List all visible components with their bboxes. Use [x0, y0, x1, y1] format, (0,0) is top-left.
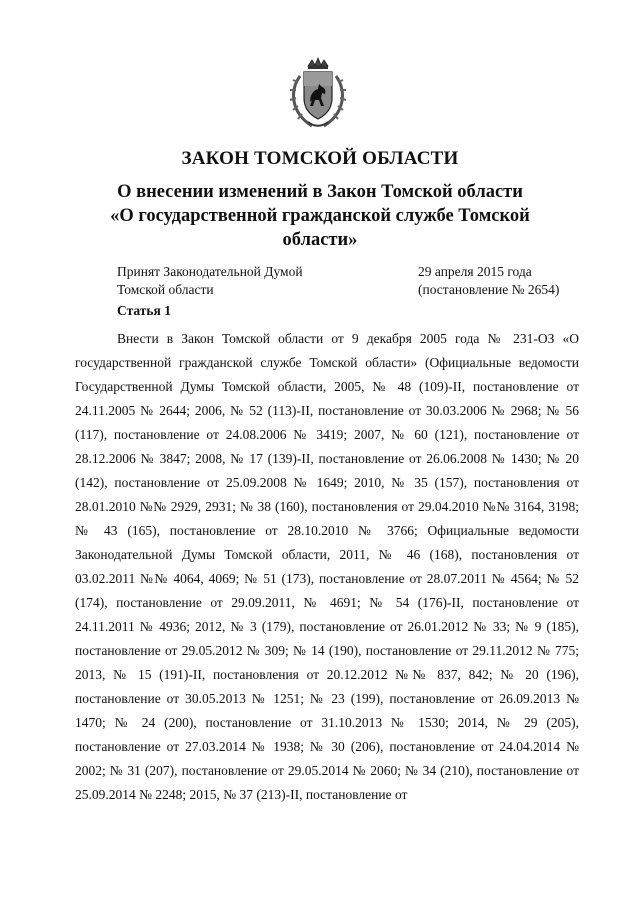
- adopted-by-line: Принят Законодательной Думой: [117, 264, 303, 279]
- adopted-by-block: [117, 263, 303, 299]
- resolution-number: (постановление № 2654): [418, 282, 560, 297]
- article-heading: Статья 1: [117, 303, 171, 318]
- law-subtitle: [60, 180, 580, 252]
- adopted-by-line: Томской области: [117, 282, 214, 297]
- coat-of-arms-icon: [286, 56, 350, 132]
- subtitle-line: «О государственной гражданской службе Томской: [110, 206, 530, 226]
- subtitle-line: О внесении изменений в Закон Томской области: [117, 182, 523, 202]
- article-body-text: Внести в Закон Томской области от 9 декабря 2005 года № 231-ОЗ «О государственной гражданской службе Томской области» (Официальные ведомости Государственной Думы Томской области, 2005, № 48 (109)-II, постановление от 24.11.2005 № 2644; 2006, № 52 (113)-II, постановление от 30.03.2006 № 2968; № 56 (117), постановление от 24.08.2006 № 3419; 2007, № 60 (121), постановление от 28.12.2006 № 3847; 2008, № 17 (139)-II, постановление от 26.06.2008 № 1430; № 20 (142), постановление от 25.09.2008 № 1649; 2010, № 35 (157), постановления от 28.01.2010 №№ 2929, 2931; № 38 (160), постановления от 29.04.2010 №№ 3164, 3198; № 43 (165), постановление от 28.10.2010 № 3766; Официальные ведомости Законодательной Думы Томской области, 2011, № 46 (168), постановления от 03.02.2011 №№ 4064, 4069; № 51 (173), постановление от 28.07.2011 № 4564; № 52 (174), постановление от 29.09.2011, № 4691; № 54 (176)-II, постановление от 24.11.2011 № 4936; 2012, № 3 (179), постановление от 26.01.2012 № 33; № 9 (185), постановление от 29.05.2012 № 309; № 14 (190), постановление от 29.11.2012 № 775; 2013, № 15 (191)-II, постановления от 20.12.2012 №№ 837, 842; № 20 (196), постановление от 30.05.2013 № 1251; № 23 (199), постановление от 26.09.2013 № 1470; № 24 (200), постановление от 31.10.2013 № 1530; 2014, № 29 (205), постановление от 27.03.2014 № 1938; № 30 (206), постановление от 24.04.2014 № 2002; № 31 (207), постановление от 29.05.2014 № 2060; № 34 (210), постановление от 25.09.2014 № 2248; 2015, № 37 (213)-II, постановление от: [75, 331, 579, 802]
- subtitle-line: области»: [282, 230, 358, 250]
- law-title: ЗАКОН ТОМСКОЙ ОБЛАСТИ: [181, 148, 459, 169]
- adoption-date: 29 апреля 2015 года: [418, 264, 532, 279]
- adoption-date-block: [418, 263, 559, 299]
